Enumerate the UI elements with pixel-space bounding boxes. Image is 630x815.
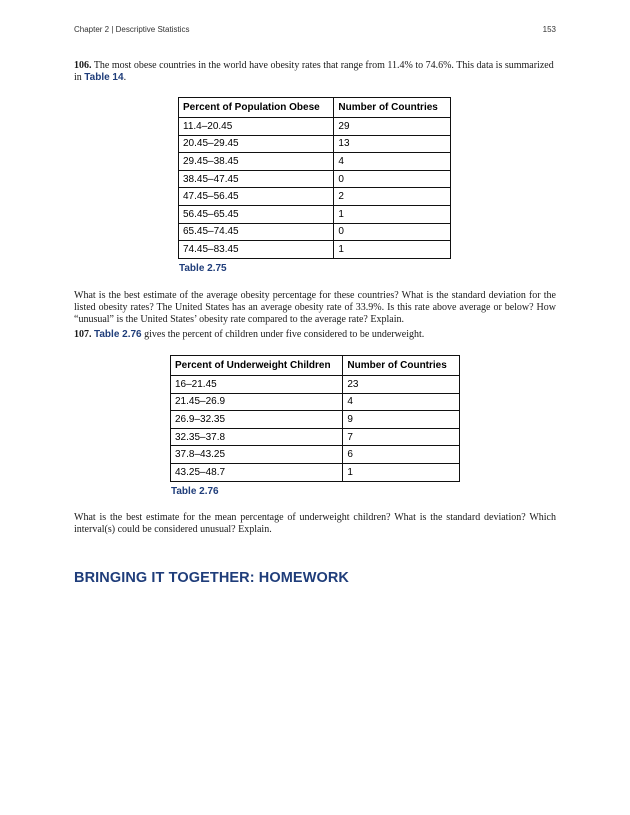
table-cell: 37.8–43.25 xyxy=(171,446,343,464)
table-cell: 16–21.45 xyxy=(171,376,343,394)
table-row xyxy=(171,428,460,446)
table-cell: 29 xyxy=(334,118,451,136)
column-header: Percent of Underweight Children xyxy=(171,356,343,376)
table-cell: 6 xyxy=(343,446,460,464)
table-link[interactable]: Table 14 xyxy=(84,72,124,83)
table-cell: 7 xyxy=(343,428,460,446)
table-cell: 26.9–32.35 xyxy=(171,411,343,429)
table-cell: 1 xyxy=(334,241,451,259)
page-number: 153 xyxy=(542,25,556,34)
exercise-text: gives the percent of children under five considered to be underweight. xyxy=(144,329,425,340)
table-row xyxy=(171,446,460,464)
exercise-text: The most obese countries in the world have obesity rates that range from 11.4% to 74.6%. This data is summarized in xyxy=(74,60,554,83)
table-cell: 13 xyxy=(334,135,451,153)
table-cell: 2 xyxy=(334,188,451,206)
table-header-row xyxy=(171,356,460,376)
table-header-row xyxy=(179,98,451,118)
table-cell: 4 xyxy=(343,393,460,411)
underweight-table xyxy=(170,355,460,482)
table-cell: 1 xyxy=(334,205,451,223)
table-cell: 43.25–48.7 xyxy=(171,463,343,481)
table-cell: 0 xyxy=(334,223,451,241)
chapter-title: Chapter 2 | Descriptive Statistics xyxy=(74,25,190,34)
table-row xyxy=(179,241,451,259)
table-cell: 1 xyxy=(343,463,460,481)
table-cell: 47.45–56.45 xyxy=(179,188,334,206)
table-row xyxy=(179,223,451,241)
table-cell: 29.45–38.45 xyxy=(179,153,334,171)
table-cell: 56.45–65.45 xyxy=(179,205,334,223)
column-header: Percent of Population Obese xyxy=(179,98,334,118)
table-cell: 0 xyxy=(334,170,451,188)
table-cell: 38.45–47.45 xyxy=(179,170,334,188)
table-row xyxy=(171,393,460,411)
table-row xyxy=(179,170,451,188)
page-header xyxy=(74,25,556,37)
column-header: Number of Countries xyxy=(334,98,451,118)
table-cell: 21.45–26.9 xyxy=(171,393,343,411)
table-row xyxy=(171,463,460,481)
table-cell: 23 xyxy=(343,376,460,394)
table-cell: 20.45–29.45 xyxy=(179,135,334,153)
table-cell: 32.35–37.8 xyxy=(171,428,343,446)
exercise-number: 107. xyxy=(74,329,92,340)
question-107: What is the best estimate for the mean percentage of underweight children? What is the standard deviation? Which interval(s) could be considered unusual? Explain. xyxy=(74,512,556,535)
table-row xyxy=(171,376,460,394)
period: . xyxy=(123,72,127,83)
table-row xyxy=(179,188,451,206)
exercise-number: 106. xyxy=(74,60,92,71)
table-cell: 4 xyxy=(334,153,451,171)
table-link[interactable]: Table 2.76 xyxy=(94,329,142,340)
table-caption: Table 2.75 xyxy=(179,263,227,274)
table-row xyxy=(171,411,460,429)
table-row xyxy=(179,153,451,171)
table-cell: 9 xyxy=(343,411,460,429)
question-106: What is the best estimate of the average obesity percentage for these countries? What is the standard deviation for the listed obesity rates? The United States has an average obesity rate of 33.9%. Is this rate above average or below? How “unusual” is the United States’ obesity rate compared to the average rate? Explain. xyxy=(74,290,556,325)
table-row xyxy=(179,205,451,223)
column-header: Number of Countries xyxy=(343,356,460,376)
table-row xyxy=(179,118,451,136)
section-heading: BRINGING IT TOGETHER: HOMEWORK xyxy=(74,570,350,586)
obesity-table xyxy=(178,97,451,259)
table-cell: 11.4–20.45 xyxy=(179,118,334,136)
exercise-107-intro xyxy=(74,329,556,341)
table-caption: Table 2.76 xyxy=(171,486,219,497)
table-row xyxy=(179,135,451,153)
exercise-106-intro xyxy=(74,60,556,84)
table-cell: 74.45–83.45 xyxy=(179,241,334,259)
table-cell: 65.45–74.45 xyxy=(179,223,334,241)
